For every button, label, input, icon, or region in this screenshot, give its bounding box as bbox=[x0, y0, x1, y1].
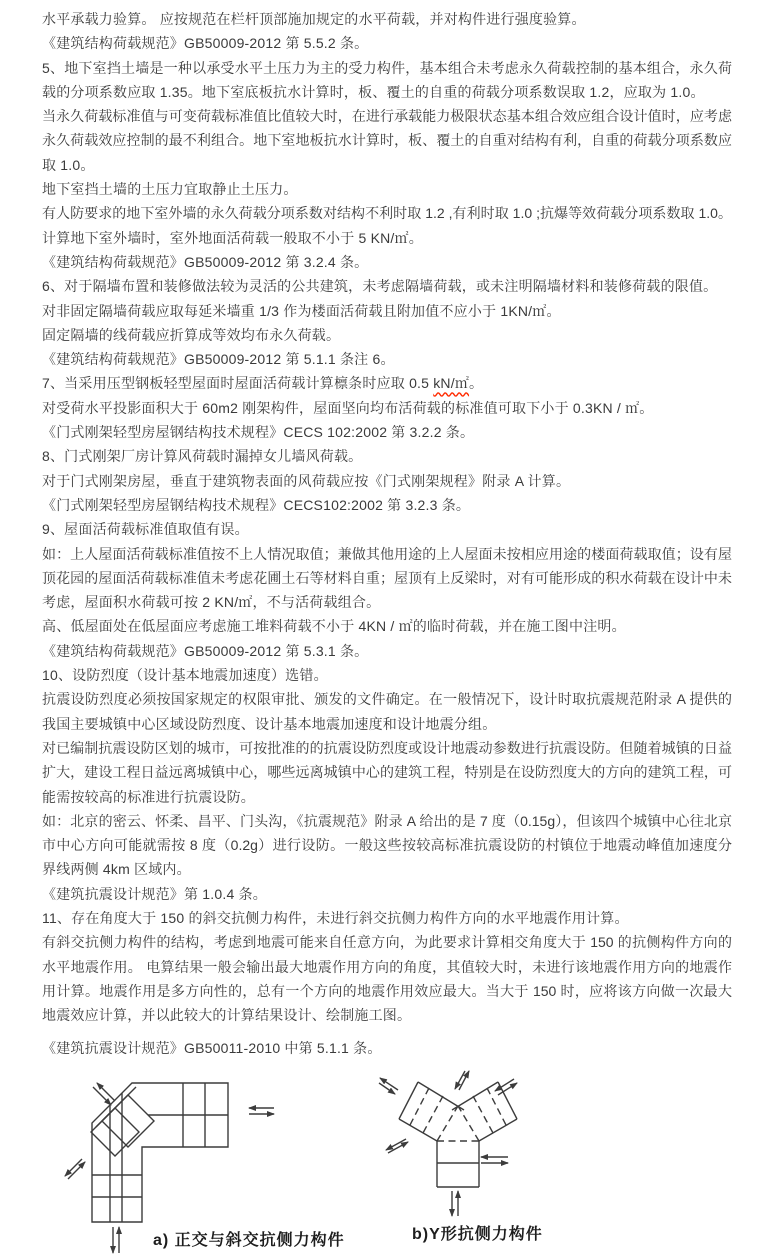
doc-line: 如：北京的密云、怀柔、昌平、门头沟，《抗震规范》附录 A 给出的是 7 度（0.15g），但该四个城镇中心往北京 bbox=[42, 812, 732, 829]
doc-line: 《建筑抗震设计规范》GB50011-2010 中第 5.1.1 条。 bbox=[42, 1040, 382, 1057]
spellcheck-wavy-underline: kN/㎡ bbox=[433, 375, 470, 392]
doc-line: 11、存在角度大于 150 的斜交抗侧力构件，未进行斜交抗侧力构件方向的水平地震作用计算。 bbox=[42, 909, 629, 926]
doc-line: 顶花园的屋面活荷载标准值未考虑花圃土石等材料自重；屋顶有上反梁时，对有可能形成的积水荷载在设计中未 bbox=[42, 569, 732, 586]
doc-line: 对受荷水平投影面积大于 60m2 刚架构件，屋面坚向均布活荷载的标准值可取下小于 0.3KN / ㎡。 bbox=[42, 399, 654, 416]
doc-line: 对于门式刚架房屋，垂直于建筑物表面的风荷载应按《门式刚架规程》附录 A 计算。 bbox=[42, 472, 571, 489]
doc-line: 考虑，屋面积水荷载可按 2 KN/㎡，不与活荷载组合。 bbox=[42, 594, 381, 611]
doc-line: 《建筑结构荷载规范》GB50009-2012 第 5.5.2 条。 bbox=[42, 35, 369, 52]
doc-line: 有斜交抗侧力构件的结构，考虑到地震可能来自任意方向，为此要求计算相交角度大于 150 的抗侧构件方向的 bbox=[42, 934, 732, 951]
doc-line: 永久荷载效应控制的最不利组合。地下室地板抗水计算时，板、覆土的自重对结构有利，自重的荷载分项系数应 bbox=[42, 132, 732, 149]
doc-line: 有人防要求的地下室外墙的永久荷载分项系数对结构不利时取 1.2 ,有利时取 1.0 ;抗爆等效荷载分项系数取 1.0。 bbox=[42, 205, 732, 222]
doc-line: 计算地下室外墙时，室外地面活荷载一般取不小于 5 KN/㎡。 bbox=[42, 229, 423, 246]
doc-line: 水平承载力验算。 应按规范在栏杆顶部施加规定的水平荷载，并对构件进行强度验算。 bbox=[42, 11, 586, 27]
figure-b-y-shaped-plan-diagram bbox=[378, 1070, 603, 1220]
document-body bbox=[42, 7, 732, 1061]
doc-line: 取 1.0。 bbox=[42, 156, 95, 173]
doc-line: 8、门式刚架厂房计算风荷载时漏掉女儿墙风荷载。 bbox=[42, 448, 363, 465]
doc-line: 水平地震作用。 电算结果一般会输出最大地震作用方向的角度，其值较大时，未进行该地震作用方向的地震作 bbox=[42, 958, 732, 975]
figure-b-caption: b)Y形抗侧力构件 bbox=[412, 1226, 543, 1243]
doc-line-text: 。 bbox=[469, 375, 484, 392]
doc-line: 《门式刚架轻型房屋钢结构技术规程》CECS102:2002 第 3.2.3 条。 bbox=[42, 496, 471, 513]
doc-line: 固定隔墙的线荷载应折算成等效均布永久荷载。 bbox=[42, 326, 341, 343]
doc-line: 9、屋面活荷载标准值取值有误。 bbox=[42, 521, 249, 538]
doc-line: 对非固定隔墙荷载应取每延米墙重 1/3 作为楼面活荷载且附加值不应小于 1KN/㎡。 bbox=[42, 302, 561, 319]
doc-line: 界线两侧 4km 区域内。 bbox=[42, 861, 191, 878]
doc-line: 5、地下室挡土墙是一种以承受水平土压力为主的受力构件，基本组合未考虑永久荷载控制的基本组合，永久荷 bbox=[42, 59, 732, 76]
l-shaped-building-outline bbox=[91, 1083, 228, 1222]
doc-line: 《建筑结构荷载规范》GB50009-2012 第 3.2.4 条。 bbox=[42, 253, 369, 270]
doc-line: 我国主要城镇中心区域设防烈度、设计基本地震加速度和设计地震分组。 bbox=[42, 715, 497, 732]
doc-line: 用计算。地震作用是多方向性的，总有一个方向的地震作用效应最大。当大于 150 时，应将该方向做一次最大 bbox=[42, 982, 732, 999]
y-shaped-building-outline bbox=[399, 1082, 517, 1187]
doc-line-text: 7、当采用压型钢板轻型屋面时屋面活荷载计算檩条时应取 0.5 bbox=[42, 375, 434, 392]
doc-line: 当永久荷载标准值与可变荷载标准值比值较大时，在进行承载能力极限状态基本组合效应组合设计值时，应考虑 bbox=[42, 108, 732, 125]
doc-line: 市中心方向可能就需按 8 度（0.2g）进行设防。一般这些按较高标准抗震设防的村镇位于地震动峰值加速度分 bbox=[42, 837, 732, 854]
doc-line: 《门式刚架轻型房屋钢结构技术规程》CECS 102:2002 第 3.2.2 条。 bbox=[42, 424, 475, 441]
doc-line: 高、低屋面处在低屋面应考虑施工堆料荷载不小于 4KN / ㎡的临时荷载，并在施工图中注明。 bbox=[42, 618, 626, 635]
doc-line: 能需按较高的标准进行抗震设防。 bbox=[42, 788, 255, 805]
doc-line: 地震效应计算，并以此较大的计算结果设计、绘制施工图。 bbox=[42, 1007, 412, 1024]
seismic-double-arrow-icon bbox=[379, 1071, 517, 1216]
doc-line: 《建筑结构荷载规范》GB50009-2012 第 5.3.1 条。 bbox=[42, 642, 369, 659]
doc-line: 6、对于隔墙布置和装修做法较为灵活的公共建筑，未考虑隔墙荷载，或未注明隔墙材料和装修荷载的限值。 bbox=[42, 278, 718, 295]
doc-line: 《建筑抗震设计规范》第 1.0.4 条。 bbox=[42, 885, 267, 902]
doc-line: 载的分项系数应取 1.35。地下室底板抗水计算时，板、覆土的自重的荷载分项系数误取 1.2，应取为 1.0。 bbox=[42, 83, 705, 100]
doc-line: 如：上人屋面活荷载标准值按不上人情况取值；兼做其他用途的上人屋面未按相应用途的楼面荷载取值；设有屋 bbox=[42, 545, 732, 562]
oblique-block-2 bbox=[91, 1108, 139, 1156]
doc-line: 扩大，建设工程日益远离城镇中心，哪些远离城镇中心的建筑工程，特别是在设防烈度大的方向的建筑工程，可 bbox=[42, 764, 732, 781]
doc-line: 抗震设防烈度必须按国家规定的权限审批、颁发的文件确定。在一般情况下，设计时取抗震规范附录 A 提供的 bbox=[42, 691, 732, 708]
doc-line: 10、设防烈度（设计基本地震加速度）选错。 bbox=[42, 667, 328, 684]
doc-line: 地下室挡土墙的土压力宜取静止土压力。 bbox=[42, 181, 298, 198]
doc-line: 《建筑结构荷载规范》GB50009-2012 第 5.1.1 条注 6。 bbox=[42, 351, 395, 368]
doc-line: 对已编制抗震设防区划的城市，可按批准的的抗震设防烈度或设计地震动参数进行抗震设防。但随着城镇的日益 bbox=[42, 739, 732, 756]
doc-line-with-spellcheck bbox=[42, 371, 732, 395]
figure-a-caption: a) 正交与斜交抗侧力构件 bbox=[153, 1232, 345, 1249]
